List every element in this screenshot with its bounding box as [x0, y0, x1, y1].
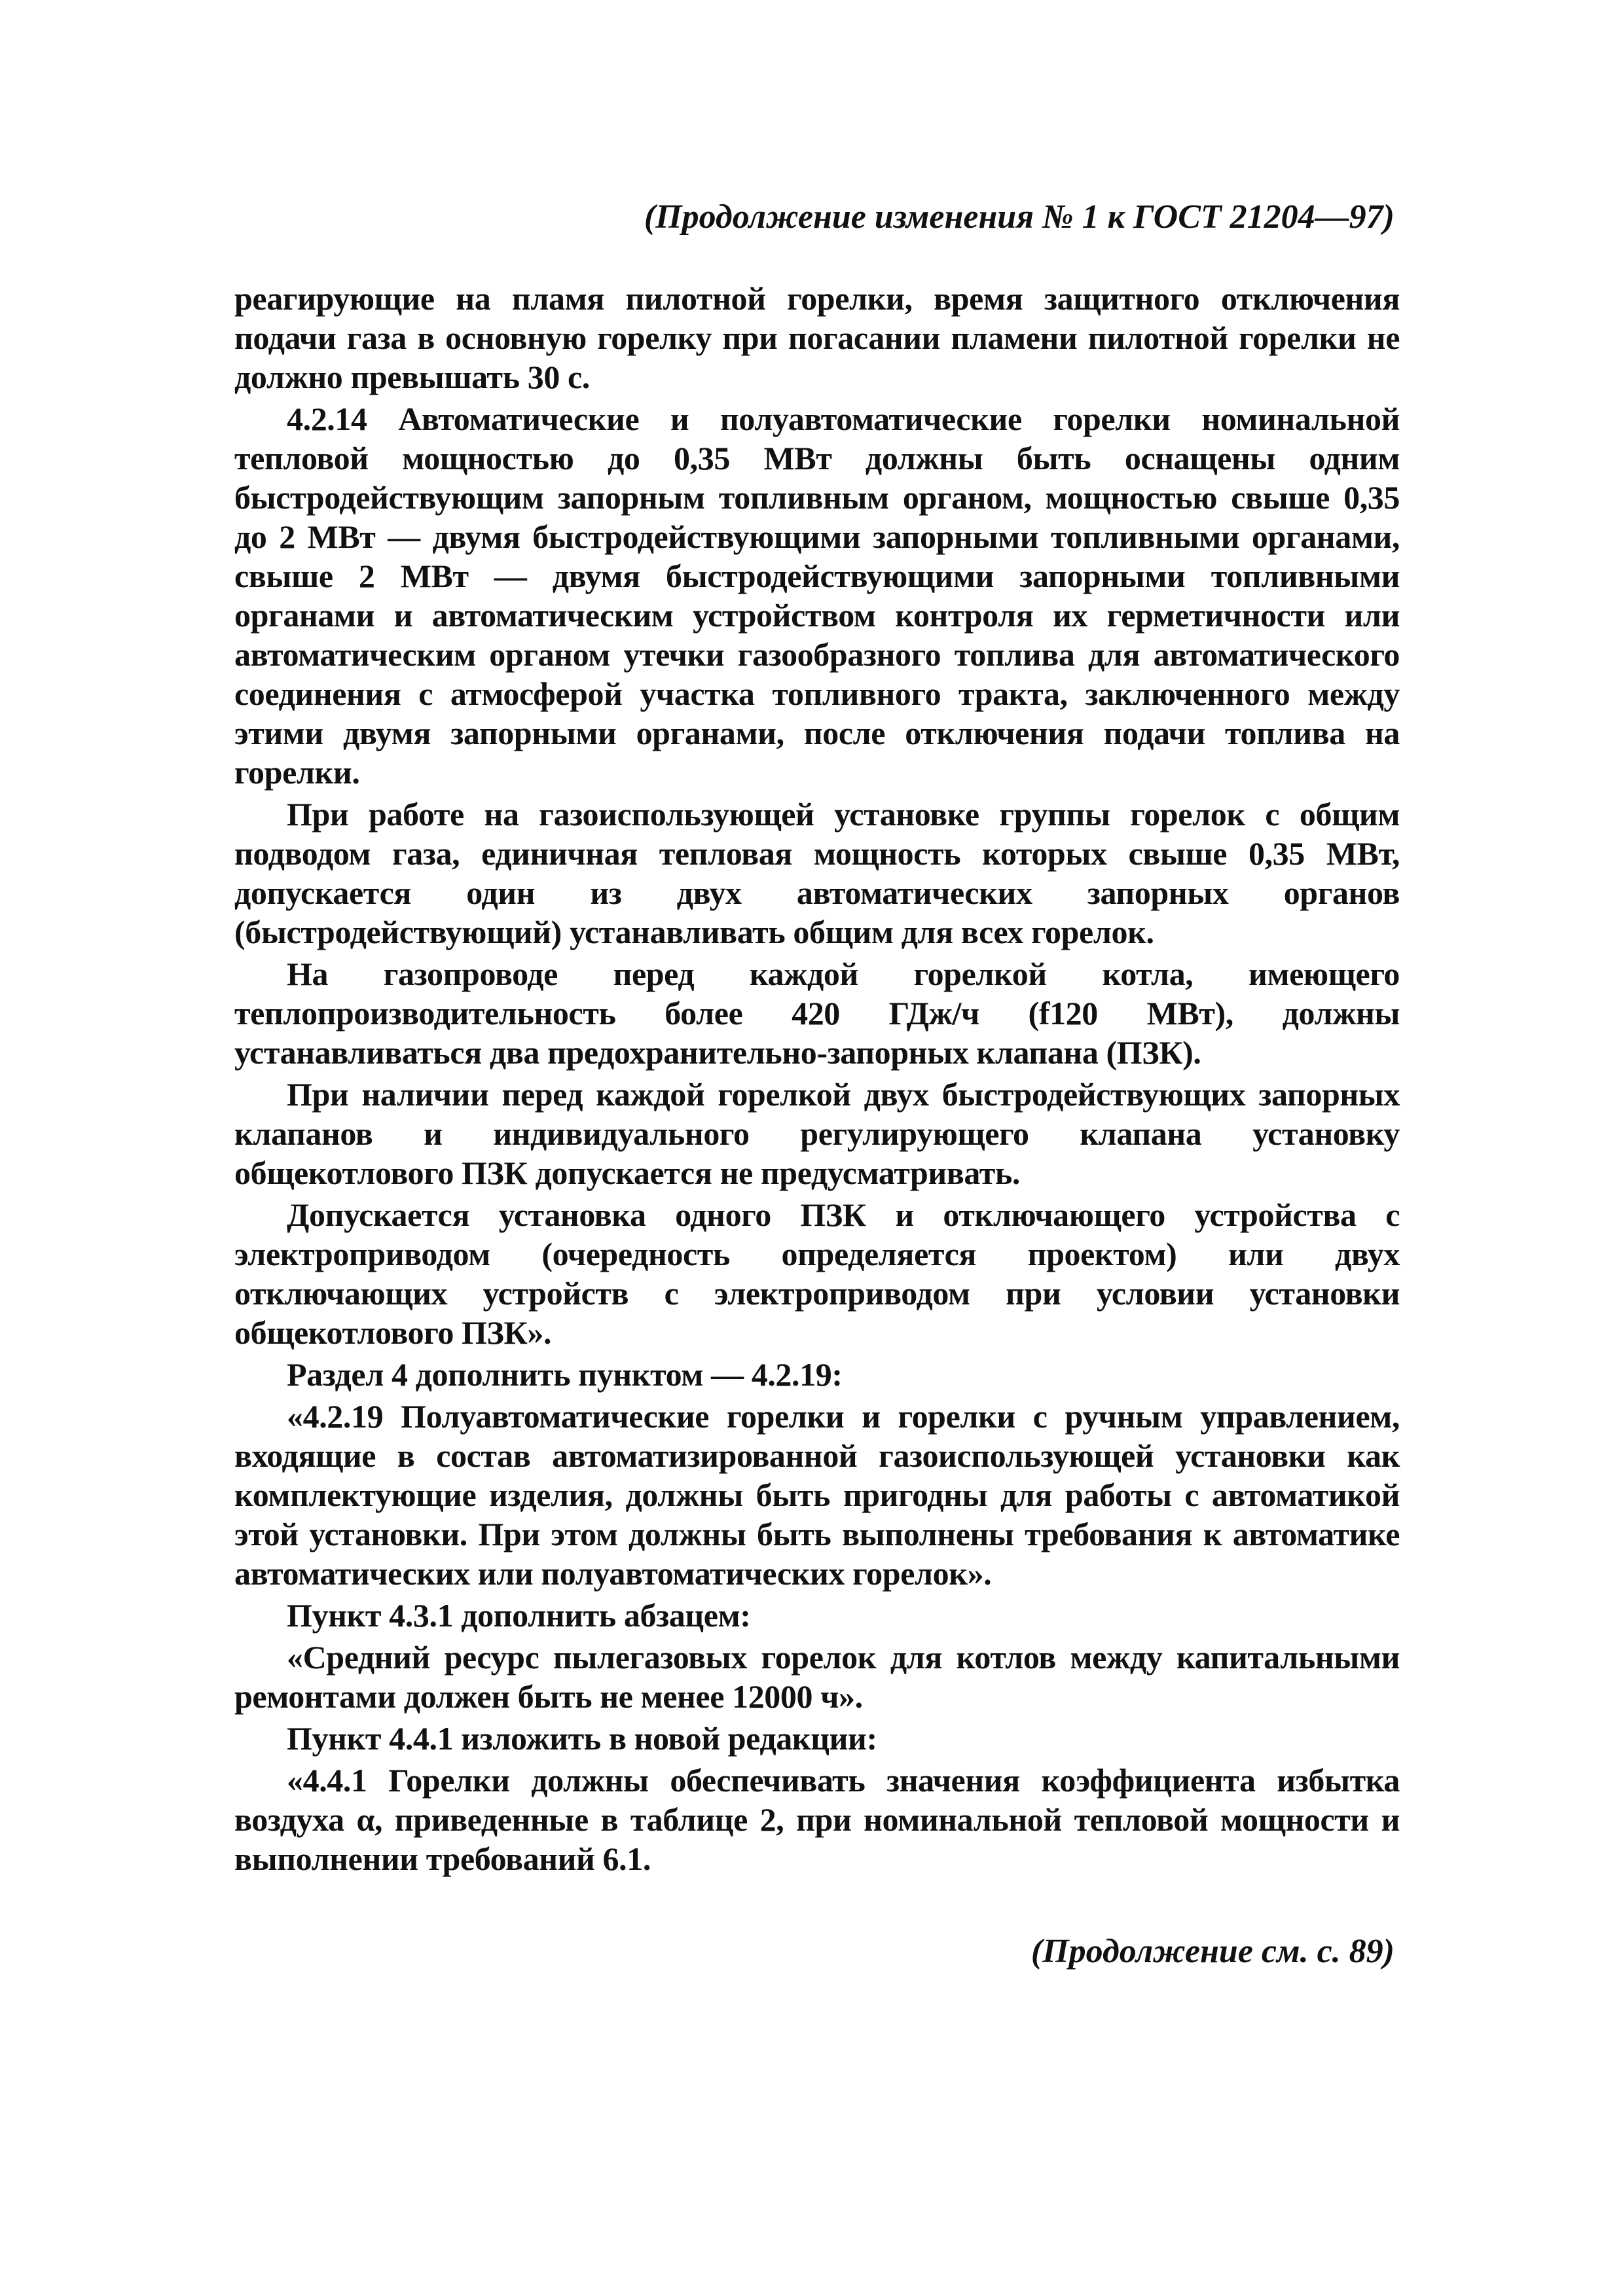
paragraph: 4.2.14 Автоматические и полуавтоматические горелки номинальной тепловой мощностью до 0,35 МВт должны быть оснащены одним быстродействующим запорным топливным органом, мощностью свыше 0,35 до 2 МВт — двумя быстродействующими запорными топливными органами, свыше 2 МВт — двумя быстродействующими запорными топливными органами и автоматическим устройством контроля их герметичности или автоматическим органом утечки газообразного топлива для автоматического соединения с атмосферой участка топливного тракта, заключенного между этими двумя запорными органами, после отключения подачи топлива на горелки.: [234, 401, 1400, 791]
document-body: [234, 279, 1400, 1878]
paragraph: Раздел 4 дополнить пунктом — 4.2.19:: [287, 1356, 843, 1393]
paragraph: При наличии перед каждой горелкой двух быстродействующих запорных клапанов и индивидуального регулирующего клапана установку общекотлового ПЗК допускается не предусматривать.: [234, 1076, 1400, 1191]
paragraph: Пункт 4.3.1 дополнить абзацем:: [287, 1597, 751, 1634]
paragraph: реагирующие на пламя пилотной горелки, время защитного отключения подачи газа в основную горелку при погасании пламени пилотной горелки не должно превышать 30 с.: [234, 280, 1400, 395]
paragraph: При работе на газоиспользующей установке группы горелок с общим подводом газа, единичная тепловая мощность которых свыше 0,35 МВт, допускается один из двух автоматических запорных органов (быстродействующий) устанавливать общим для всех горелок.: [234, 796, 1400, 950]
paragraph: «4.4.1 Горелки должны обеспечивать значения коэффициента избытка воздуха α, приведенные в таблице 2, при номинальной тепловой мощности и выполнении требований 6.1.: [234, 1762, 1400, 1877]
document-page: [234, 196, 1400, 1973]
paragraph: На газопроводе перед каждой горелкой котла, имеющего теплопроизводительность более 420 ГДж/ч (f120 МВт), должны устанавливаться два предохранительно-запорных клапана (ПЗК).: [234, 956, 1400, 1071]
continuation-note: (Продолжение см. с. 89): [1030, 1933, 1395, 1970]
paragraph: Пункт 4.4.1 изложить в новой редакции:: [287, 1720, 877, 1757]
running-header: (Продолжение изменения № 1 к ГОСТ 21204—97): [644, 198, 1395, 236]
paragraph: «4.2.19 Полуавтоматические горелки и горелки с ручным управлением, входящие в состав автоматизированной газоиспользующей установки как комплектующие изделия, должны быть пригодны для работы с автоматикой этой установки. При этом должны быть выполнены требования к автоматике автоматических или полуавтоматических горелок».: [234, 1398, 1400, 1592]
paragraph: «Средний ресурс пылегазовых горелок для котлов между капитальными ремонтами должен быть не менее 12000 ч».: [234, 1639, 1400, 1715]
paragraph: Допускается установка одного ПЗК и отключающего устройства с электроприводом (очередность определяется проектом) или двух отключающих устройств с электроприводом при условии установки общекотлового ПЗК».: [234, 1196, 1400, 1351]
